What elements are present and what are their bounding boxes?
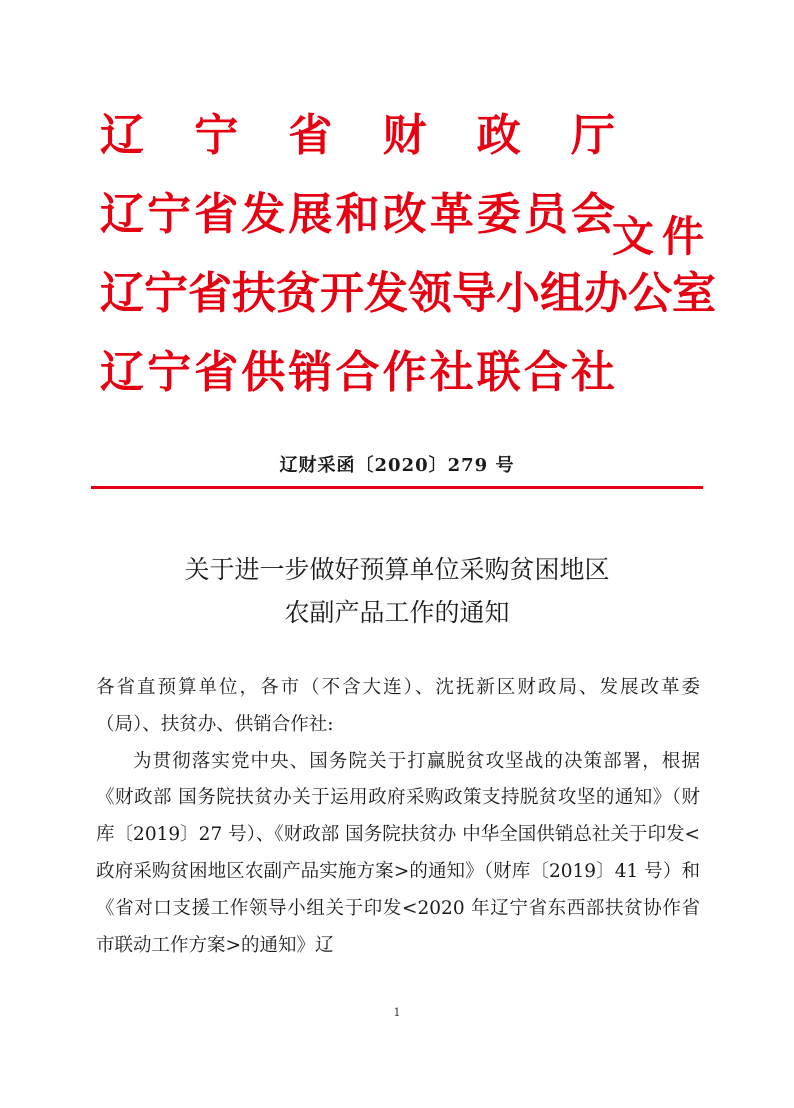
title-line-2: 农副产品工作的通知 bbox=[284, 598, 510, 627]
issuer-development-reform-commission: 辽宁省发展和改革委员会 bbox=[100, 189, 615, 240]
page-number: 1 bbox=[393, 1006, 401, 1019]
issuer-supply-marketing-cooperative: 辽宁省供销合作社联合社 bbox=[100, 347, 615, 398]
document-title bbox=[0, 548, 794, 634]
title-line-1: 关于进一步做好预算单位采购贫困地区 bbox=[184, 555, 610, 584]
issuer-poverty-alleviation-office: 辽宁省扶贫开发领导小组办公室 bbox=[100, 268, 716, 319]
document-body bbox=[96, 670, 700, 964]
document-number: 辽财采函〔2020〕279 号 bbox=[279, 455, 515, 476]
red-divider-line bbox=[91, 486, 703, 489]
body-paragraph-1: 为贯彻落实党中央、国务院关于打赢脱贫攻坚战的决策部署，根据《财政部 国务院扶贫办关于运用政府采购政策支持脱贫攻坚的通知》（财库〔2019〕27 号）、《财政部 国务院扶贫办 中华全国供销总社关于印发<政府采购贫困地区农副产品实施方案>的通知》（财库〔2019〕41 号）和《省对口支援工作领导小组关于印发<2020 年辽宁省东西部扶贫协作省市联动工作方案>的通知》辽 bbox=[96, 750, 700, 956]
addressee-paragraph: 各省直预算单位，各市（不含大连）、沈抚新区财政局、发展改革委（局）、扶贫办、供销合作社: bbox=[96, 677, 700, 735]
issuer-finance-department: 辽宁省财政厅 bbox=[100, 110, 615, 161]
document-suffix: 文件 bbox=[612, 212, 713, 261]
